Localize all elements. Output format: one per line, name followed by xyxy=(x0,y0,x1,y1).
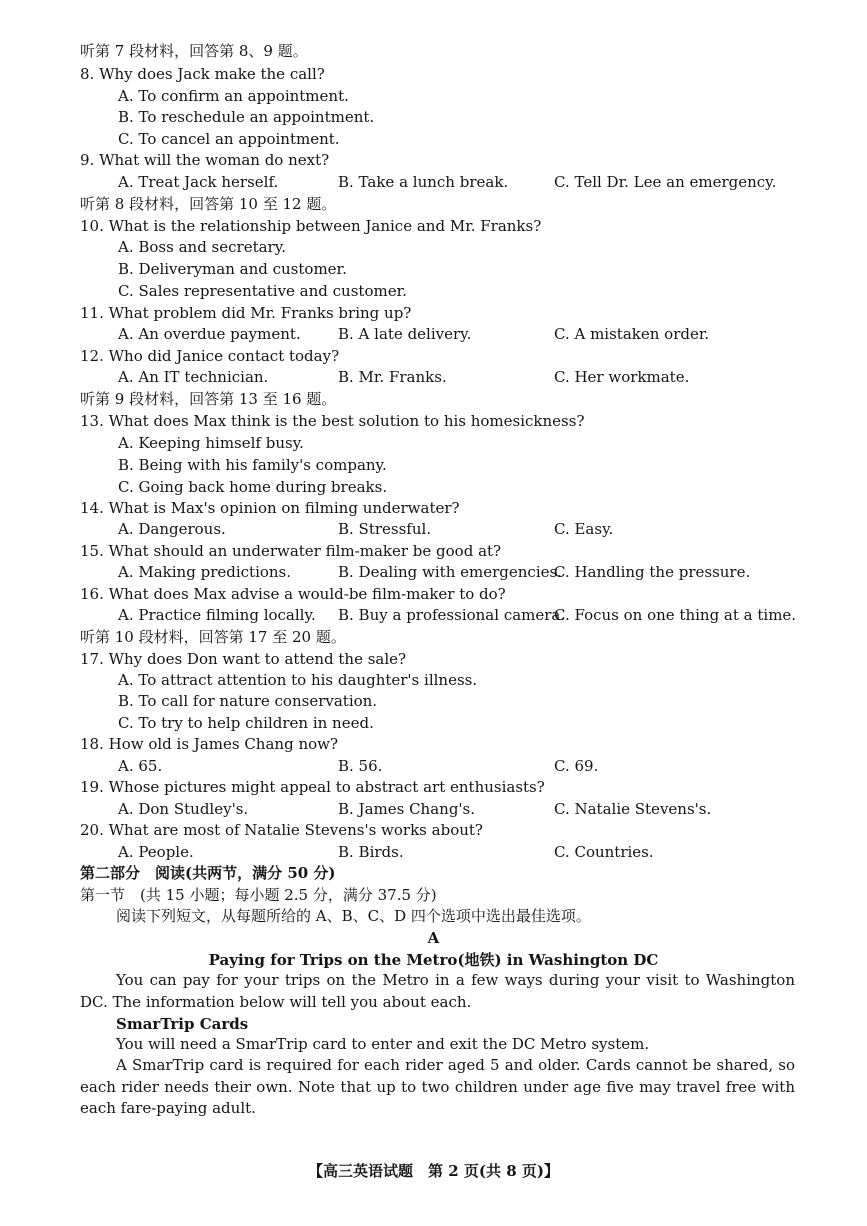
option: A. 65. xyxy=(118,757,163,775)
option: B. Stressful. xyxy=(338,520,432,538)
option: C. Handling the pressure. xyxy=(554,563,751,581)
option: B. To call for nature conservation. xyxy=(118,692,378,710)
section-header: 听第 10 段材料，回答第 17 至 20 题。 xyxy=(80,628,346,646)
section-header: 听第 9 段材料，回答第 13 至 16 题。 xyxy=(80,390,337,408)
option: A. People. xyxy=(118,843,194,861)
question: 9. What will the woman do next? xyxy=(80,151,330,169)
option: A. Don Studley's. xyxy=(118,800,249,818)
option: A. To attract attention to his daughter's illness. xyxy=(118,671,478,689)
question: 11. What problem did Mr. Franks bring up? xyxy=(80,304,412,322)
option: B. To reschedule an appointment. xyxy=(118,108,375,126)
option: A. An IT technician. xyxy=(118,368,269,386)
passage-paragraph: A SmarTrip card is required for each rider aged 5 and older. Cards cannot be shared, so each rider needs their own. Note that up to two children under age five may travel free with each fare-paying adult. xyxy=(80,1056,795,1117)
question: 10. What is the relationship between Janice and Mr. Franks? xyxy=(80,217,542,235)
question: 17. Why does Don want to attend the sale? xyxy=(80,650,407,668)
option: C. A mistaken order. xyxy=(554,325,710,343)
option: C. Countries. xyxy=(554,843,654,861)
option: C. To cancel an appointment. xyxy=(118,130,340,148)
page-footer: 【高三英语试题 第 2 页(共 8 页)】 xyxy=(308,1162,559,1180)
part-title: 第二部分 阅读(共两节，满分 50 分) xyxy=(80,864,336,882)
passage-subhead: SmarTrip Cards xyxy=(116,1015,249,1033)
option: A. Making predictions. xyxy=(118,563,292,581)
question: 16. What does Max advise a would-be film-maker to do? xyxy=(80,585,506,603)
option: B. Deliveryman and customer. xyxy=(118,260,347,278)
question: 15. What should an underwater film-maker be good at? xyxy=(80,542,502,560)
option: B. Take a lunch break. xyxy=(338,173,509,191)
passage-title: Paying for Trips on the Metro(地铁) in Washington DC xyxy=(208,951,659,969)
option: A. An overdue payment. xyxy=(118,325,301,343)
option: A. To confirm an appointment. xyxy=(118,87,349,105)
option: A. Dangerous. xyxy=(118,520,226,538)
question: 13. What does Max think is the best solution to his homesickness? xyxy=(80,412,585,430)
option: B. Birds. xyxy=(338,843,404,861)
option: C. Going back home during breaks. xyxy=(118,478,388,496)
option: A. Practice filming locally. xyxy=(118,606,316,624)
passage-letter: A xyxy=(427,929,440,947)
option: A. Treat Jack herself. xyxy=(118,173,279,191)
option: C. Focus on one thing at a time. xyxy=(554,606,797,624)
passage-intro: You can pay for your trips on the Metro in a few ways during your visit to Washington DC. The information below will tell you about each. xyxy=(80,971,795,1011)
instruction-text: 阅读下列短文，从每题所给的 A、B、C、D 四个选项中选出最佳选项。 xyxy=(116,907,591,925)
section-header: 听第 8 段材料，回答第 10 至 12 题。 xyxy=(80,195,337,213)
question: 8. Why does Jack make the call? xyxy=(80,65,325,83)
option: C. 69. xyxy=(554,757,599,775)
option: B. Mr. Franks. xyxy=(338,368,447,386)
option: C. Sales representative and customer. xyxy=(118,282,407,300)
question: 12. Who did Janice contact today? xyxy=(80,347,340,365)
option: C. Her workmate. xyxy=(554,368,690,386)
option: B. Being with his family's company. xyxy=(118,456,387,474)
option: C. Easy. xyxy=(554,520,614,538)
option: B. Dealing with emergencies. xyxy=(338,563,562,581)
option: B. Buy a professional camera. xyxy=(338,606,566,624)
question: 18. How old is James Chang now? xyxy=(80,735,339,753)
option: A. Keeping himself busy. xyxy=(118,434,304,452)
section-header: 听第 7 段材料，回答第 8、9 题。 xyxy=(80,42,308,60)
option: B. A late delivery. xyxy=(338,325,472,343)
option: A. Boss and secretary. xyxy=(118,238,286,256)
passage-paragraph: You will need a SmarTrip card to enter and exit the DC Metro system. xyxy=(116,1035,650,1053)
question: 20. What are most of Natalie Stevens's works about? xyxy=(80,821,483,839)
option: C. To try to help children in need. xyxy=(118,714,374,732)
option: C. Natalie Stevens's. xyxy=(554,800,712,818)
question: 14. What is Max's opinion on filming underwater? xyxy=(80,499,460,517)
section-title: 第一节 (共 15 小题；每小题 2.5 分，满分 37.5 分) xyxy=(80,886,437,904)
question: 19. Whose pictures might appeal to abstract art enthusiasts? xyxy=(80,778,545,796)
option: B. 56. xyxy=(338,757,383,775)
option: C. Tell Dr. Lee an emergency. xyxy=(554,173,777,191)
option: B. James Chang's. xyxy=(338,800,476,818)
